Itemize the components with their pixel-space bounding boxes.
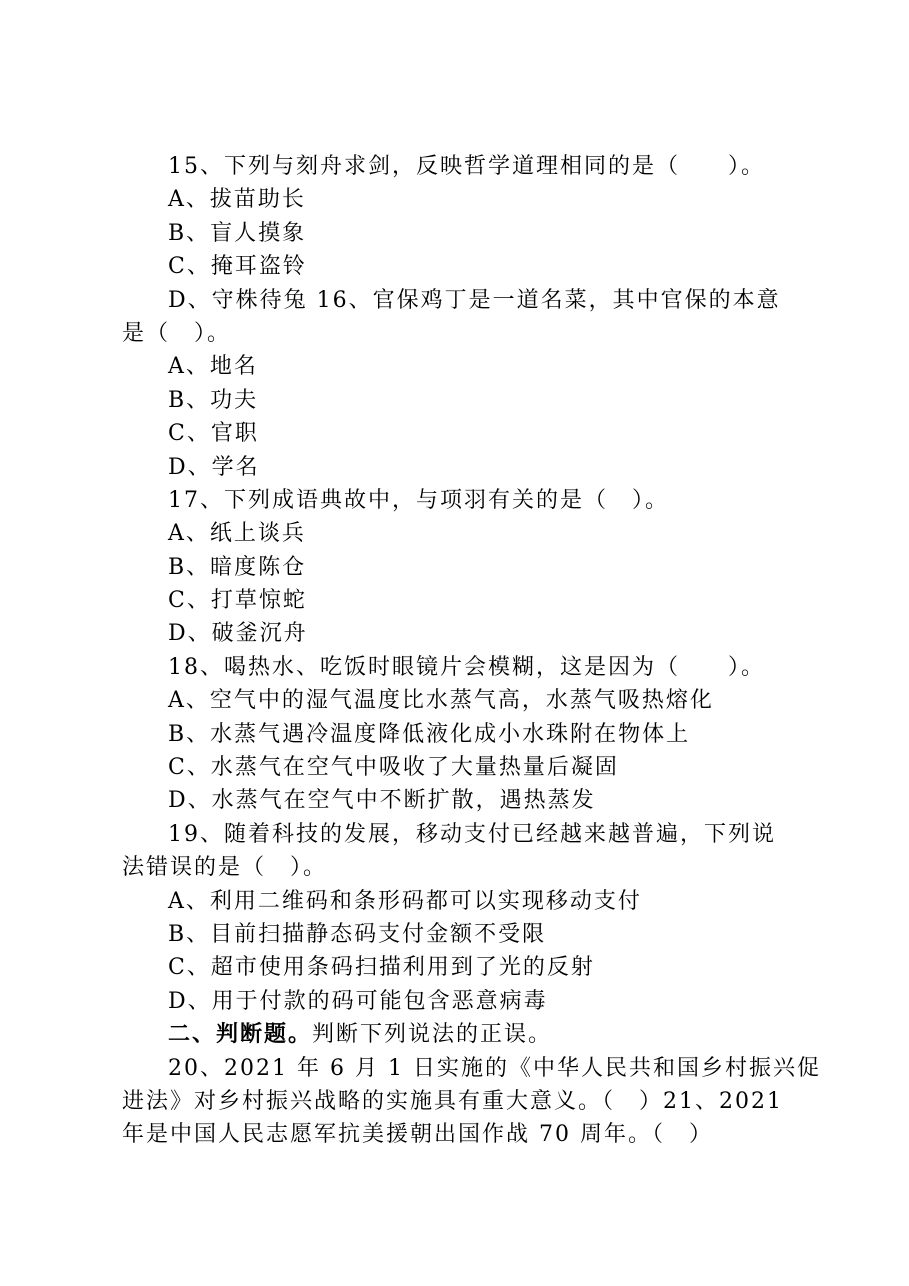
question-17-option-a: A、纸上谈兵 — [168, 521, 306, 547]
question-15-option-b: B、盲人摸象 — [168, 220, 307, 246]
document-body — [122, 150, 821, 1152]
question-16-option-c: C、官职 — [168, 421, 259, 447]
section-2-instruction: 判断下列说法的正误。 — [312, 1022, 553, 1048]
question-18-option-d: D、水蒸气在空气中不断扩散，遇热蒸发 — [168, 788, 596, 814]
question-16-stem-cont: 是（ ）。 — [122, 320, 232, 346]
question-16-option-b: B、功夫 — [168, 387, 259, 413]
section-2-title: 二、判断题。 — [168, 1021, 313, 1048]
question-21-stem-cont: 年是中国人民志愿军抗美援朝出国作战 70 周年。（ ） — [122, 1122, 713, 1148]
question-20-stem-cont-and-21: 进法》对乡村振兴战略的实施具有重大意义。（ ）21、2021 — [122, 1088, 783, 1114]
question-17-stem: 17、下列成语典故中，与项羽有关的是（ ）。 — [168, 487, 669, 513]
question-19-option-d: D、用于付款的码可能包含恶意病毒 — [168, 988, 548, 1014]
question-18-option-b: B、水蒸气遇冷温度降低液化成小水珠附在物体上 — [168, 721, 691, 747]
question-19-option-c: C、超市使用条码扫描利用到了光的反射 — [168, 955, 595, 981]
question-18-stem: 18、喝热水、吃饭时眼镜片会模糊，这是因为（ ）。 — [168, 654, 765, 680]
question-17-option-d: D、破釜沉舟 — [168, 621, 308, 647]
question-19-option-a: A、利用二维码和条形码都可以实现移动支付 — [168, 888, 642, 914]
question-16-option-a: A、地名 — [168, 354, 258, 380]
question-15-option-d-and-16-stem: D、守株待兔 16、官保鸡丁是一道名菜，其中官保的本意 — [168, 287, 781, 313]
question-15-option-a: A、拔苗助长 — [168, 187, 306, 213]
question-17-option-b: B、暗度陈仓 — [168, 554, 307, 580]
question-15-stem: 15、下列与刻舟求剑，反映哲学道理相同的是（ ）。 — [168, 154, 765, 179]
section-2-heading — [122, 1018, 800, 1051]
question-18-option-c: C、水蒸气在空气中吸收了大量热量后凝固 — [168, 755, 619, 781]
question-15-option-c: C、掩耳盗铃 — [168, 254, 307, 280]
question-19-stem: 19、随着科技的发展，移动支付已经越来越普遍，下列说 — [168, 821, 776, 847]
question-19-stem-cont: 法错误的是（ ）。 — [122, 855, 328, 881]
question-19-option-b: B、目前扫描静态码支付金额不受限 — [168, 921, 547, 947]
question-20-stem: 20、2021 年 6 月 1 日实施的《中华人民共和国乡村振兴促 — [168, 1055, 821, 1081]
question-16-option-d: D、学名 — [168, 454, 260, 480]
question-18-option-a: A、空气中的湿气温度比水蒸气高，水蒸气吸热熔化 — [168, 688, 714, 714]
question-17-option-c: C、打草惊蛇 — [168, 588, 307, 614]
